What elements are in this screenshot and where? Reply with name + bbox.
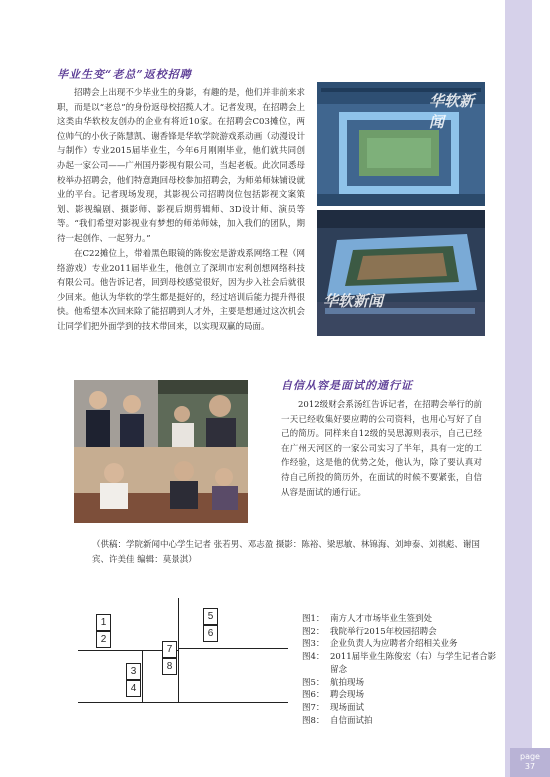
caption-text: 自信面试拍 (330, 715, 373, 726)
booth-crowd-illustration (317, 210, 485, 336)
page-number-badge (510, 748, 550, 777)
layout-number-8: 8 (162, 658, 177, 675)
paragraph-text: 招聘会上出现不少毕业生的身影，有趣的是，他们并非前来求职，而是以“老总”的身份返母校招揽人才。记者发现，在招聘会上这类由华软校友创办的企业有将近10家。在招聘会C03摊位，两位帅气的小伙子陈慧凯、谢香锋是华软学院游戏系动画（动漫设计与制作）专业2015届毕业生，今年6月刚刚毕业，他们就共同创办起一家公司——广州国丹影视有限公司，当起老板。此次同悉母校举办招聘会，他们特意跑回母校参加招聘会，为师弟师妹铺设就业的平台。记者现场发现，其影视公司招聘岗位包括影视文案策划、影视编剧、摄影师、影视后期剪辑师、3D设计师、演员等等。“我们希望对影视业有梦想的师弟师妹，加入我们的团队，期待一起创作、一起努力。” (57, 88, 305, 244)
paragraph-text: 2012级财会系汤红告诉记者，在招聘会举行的前一天已经收集好要应聘的公司资料，也用心写好了自己的简历。同样来自12级的吴思源则表示，自己已经在广州天河区的一家公司实习了半年，具有一定的工作经验，这是他的优势之处，他认为，除了要认真对待自己所投的简历外，在面试的时候不要紧张，自信从容是面试的通行证。 (281, 400, 482, 498)
caption-number: 图8： (302, 715, 325, 726)
caption-number: 图6： (302, 690, 325, 701)
students-illustration (74, 380, 158, 447)
caption-item (302, 677, 497, 690)
section-heading-interview-confidence: 自信从容是面试的通行证 (281, 379, 413, 392)
interview-illustration (158, 380, 248, 447)
photo-layout-key (78, 598, 288, 708)
student-reporter-photo (74, 380, 158, 447)
photo-caption-list (302, 613, 497, 727)
aerial-fair-photo-top (317, 82, 485, 206)
booth-crowd-photo (317, 210, 485, 336)
divider-line (142, 650, 143, 703)
caption-item (302, 613, 497, 626)
caption-text: 航拍现场 (330, 677, 365, 688)
watermark-text: 华软新闻 (429, 92, 475, 131)
caption-item (302, 638, 497, 651)
watermark-text: 华软新闻 (323, 292, 384, 310)
caption-number: 图1： (302, 614, 325, 624)
paragraph-text: 在C22摊位上，带着黑色眼镜的陈俊宏是游戏系网络工程（网络游戏）专业2011届毕业生，他创立了深圳市宏利创想网络科技有限公司。他告诉记者，回到母校感觉很好，因为步入社会后就很少回来。他认为华软的学生都是挺好的，经过培训后能力提升得很快。他希望本次回来除了能招聘到人才外，主要是想通过这次机会让同学们把外面学到的技术带回来，以实现双赢的局面。 (57, 249, 305, 332)
layout-number-3: 3 (126, 663, 141, 680)
caption-text: 现场面试 (330, 702, 365, 713)
article-paragraph-1 (57, 86, 305, 247)
caption-text: 企业负责人为应聘者介绍相关业务 (330, 639, 458, 650)
page-number: 37 (524, 762, 536, 771)
caption-item (302, 689, 497, 702)
caption-item (302, 651, 497, 676)
caption-item (302, 626, 497, 639)
layout-number-4: 4 (126, 680, 141, 697)
interview-photo (158, 380, 248, 447)
interview-table-photo (74, 447, 248, 523)
layout-number-5: 5 (203, 608, 218, 625)
caption-text: 2011届毕业生陈俊宏（右）与学生记者合影留念 (330, 652, 497, 675)
caption-number: 图7： (302, 702, 325, 713)
caption-text: 我院举行2015年校园招聘会 (330, 626, 437, 637)
caption-number: 图2： (302, 626, 325, 637)
decorative-side-bar (505, 0, 532, 777)
page-label: page (520, 752, 540, 761)
divider-line (178, 598, 179, 703)
article-paragraph-3 (281, 398, 482, 500)
interview-table-illustration (74, 447, 248, 523)
caption-text: 南方人才市场毕业生签到处 (330, 614, 433, 624)
divider-line (178, 648, 288, 649)
caption-item (302, 715, 497, 728)
caption-item (302, 702, 497, 715)
caption-text: 聘会现场 (330, 690, 365, 701)
layout-number-2: 2 (96, 631, 111, 648)
section-heading-returning-graduates: 毕业生变“老总”返校招聘 (57, 68, 192, 81)
caption-number: 图5： (302, 677, 325, 688)
divider-line (78, 702, 288, 703)
photo-credit: （供稿：学院新闻中心学生记者 张若男、邓志盈 摄影：陈裕、梁思敏、林锦海、刘坤泰、刘祺彪、谢国宾、许美佳 编辑：莫景淇） (92, 540, 480, 565)
layout-number-6: 6 (203, 625, 218, 642)
caption-number: 图3： (302, 639, 325, 650)
caption-number: 图4： (302, 652, 325, 663)
layout-number-1: 1 (96, 614, 111, 631)
layout-number-7: 7 (162, 641, 177, 658)
article-paragraph-2 (57, 247, 305, 335)
